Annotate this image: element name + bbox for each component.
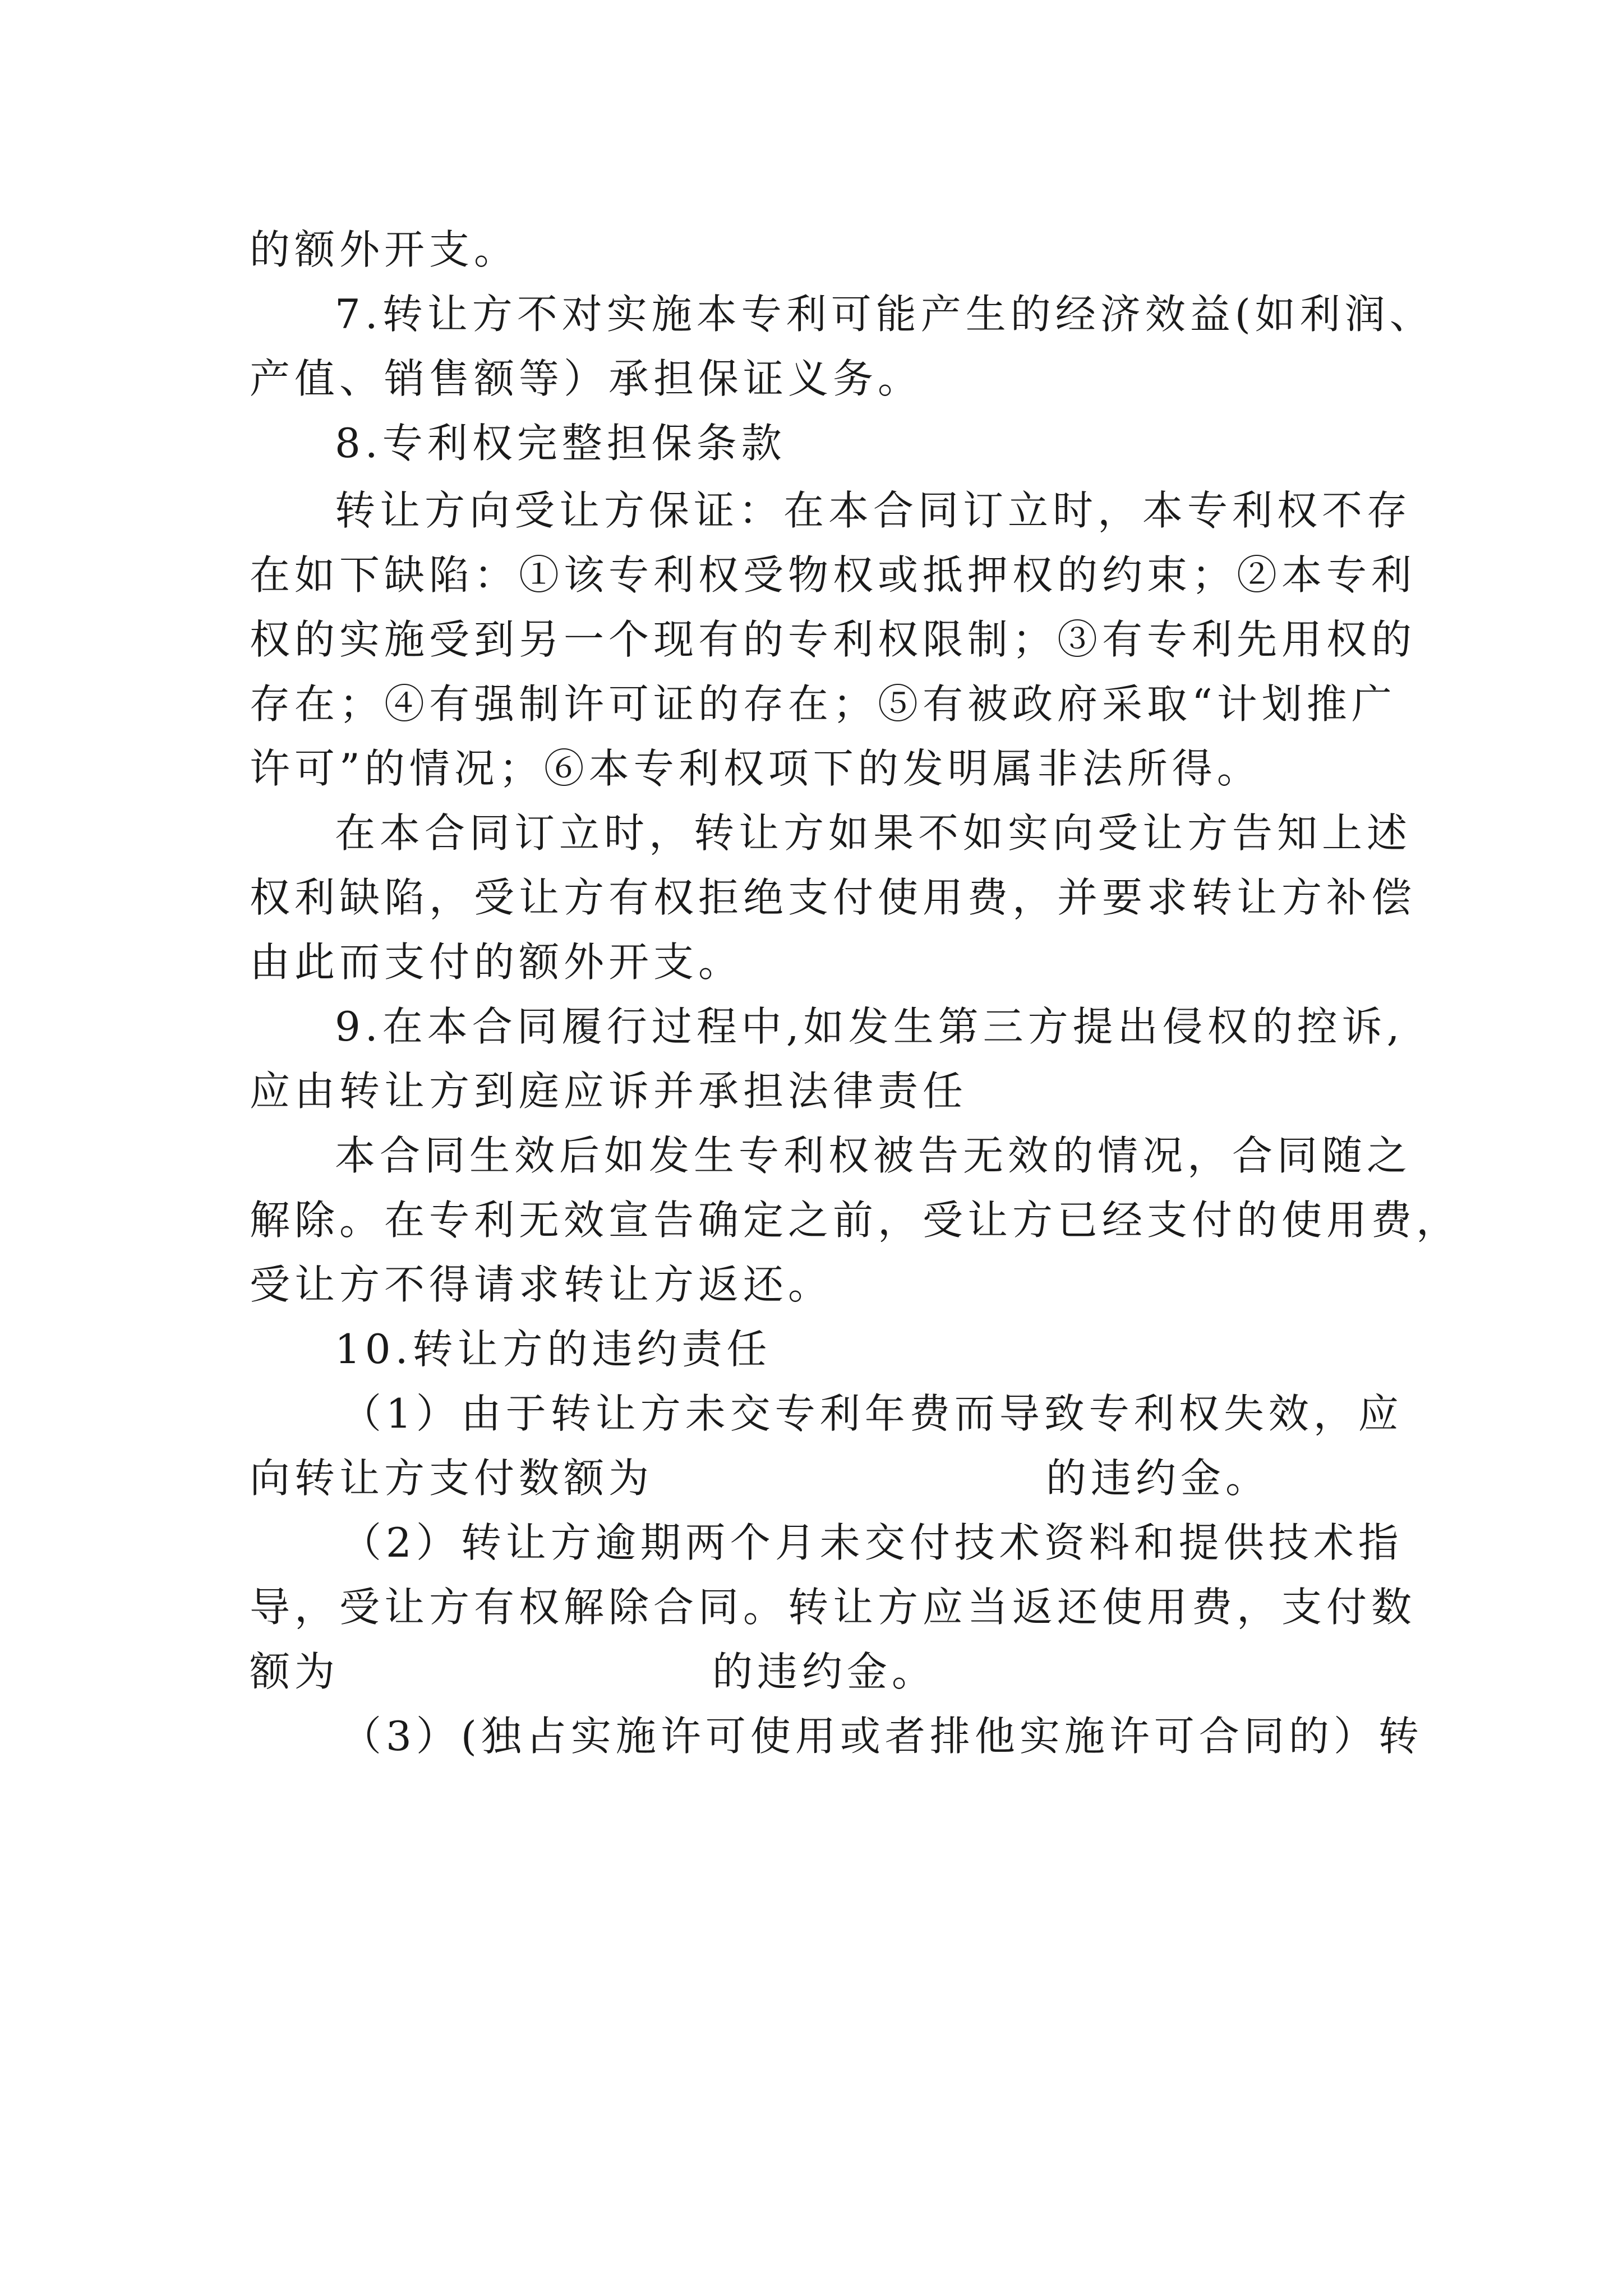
text-segment: 的违约金。 <box>1046 1455 1271 1502</box>
text-line: 权利缺陷，受让方有权拒绝支付使用费，并要求转让方补偿 <box>250 874 1417 921</box>
text-segment: 的违约金。 <box>712 1648 937 1695</box>
text-line: 导，受让方有权解除合同。转让方应当返还使用费，支付数 <box>250 1584 1417 1631</box>
clause-7: 7.转让方不对实施本专利可能产生的经济效益(如利润、 <box>335 291 1435 338</box>
text-segment: 额为 <box>250 1648 340 1695</box>
text-line: 应由转让方到庭应诉并承担法律责任 <box>250 1068 968 1115</box>
text-line: 许可”的情况；⑥本专利权项下的发明属非法所得。 <box>250 745 1262 792</box>
text-line: 权的实施受到另一个现有的专利权限制；③有专利先用权的 <box>250 616 1417 663</box>
text-line: 解除。在专利无效宣告确定之前，受让方已经支付的使用费， <box>250 1197 1461 1244</box>
text-line: 受让方不得请求转让方返还。 <box>250 1261 833 1308</box>
text-line: 在如下缺陷：①该专利权受物权或抵押权的约束；②本专利 <box>250 551 1417 599</box>
text-line: 产值、销售额等）承担保证义务。 <box>250 355 923 402</box>
clause-8-heading: 8.专利权完整担保条款 <box>335 420 786 467</box>
clause-10-1: （1）由于转让方未交专利年费而导致专利权失效，应 <box>341 1390 1403 1437</box>
text-line: 在本合同订立时，转让方如果不如实向受让方告知上述 <box>335 809 1412 857</box>
clause-10-heading: 10.转让方的违约责任 <box>335 1326 772 1373</box>
text-line: 的额外开支。 <box>250 226 519 273</box>
text-line-with-blank <box>250 1644 937 1700</box>
text-line: 由此而支付的额外开支。 <box>250 938 744 986</box>
text-line: 转让方向受让方保证：在本合同订立时，本专利权不存 <box>335 487 1412 534</box>
text-segment: 向转让方支付数额为 <box>250 1455 654 1502</box>
clause-10-2: （2）转让方逾期两个月未交付技术资料和提供技术指 <box>341 1519 1403 1566</box>
clause-9: 9.在本合同履行过程中,如发生第三方提出侵权的控诉, <box>335 1003 1404 1050</box>
text-line: 本合同生效后如发生专利权被告无效的情况，合同随之 <box>335 1132 1412 1179</box>
text-line-with-blank <box>250 1450 1270 1506</box>
clause-10-3: （3）(独占实施许可使用或者排他实施许可合同的）转 <box>341 1713 1423 1760</box>
text-line: 存在；④有强制许可证的存在；⑤有被政府采取“计划推广 <box>250 680 1396 728</box>
